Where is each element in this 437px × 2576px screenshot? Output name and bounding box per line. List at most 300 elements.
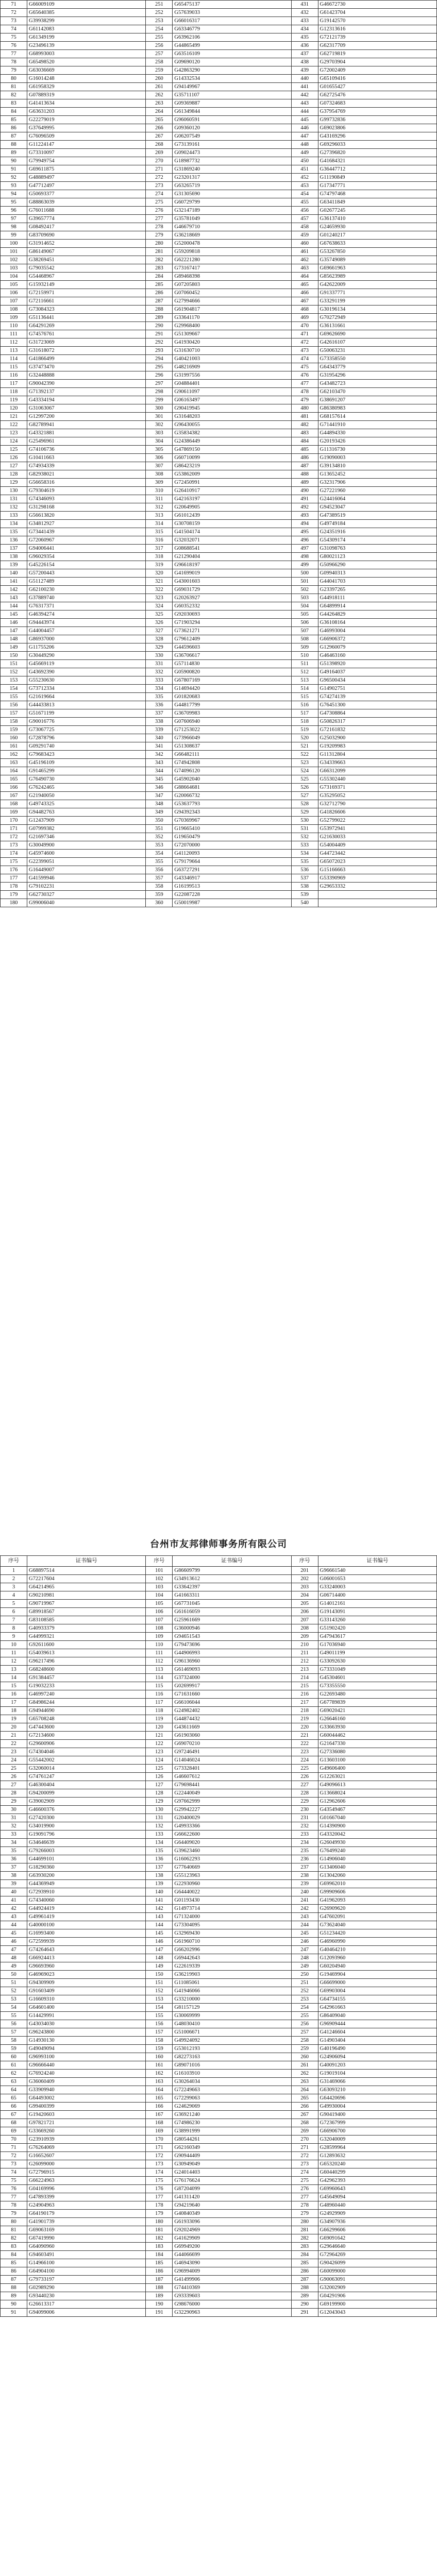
certificate-number-cell: G27396820 — [318, 149, 436, 157]
seq-number-cell: 320 — [146, 569, 173, 578]
certificate-number-cell: G19091796 — [27, 1831, 146, 1839]
seq-number-cell: 115 — [146, 1682, 173, 1690]
certificate-number-cell: G96217496 — [27, 1657, 146, 1666]
certificate-number-cell: G33642397 — [173, 1583, 291, 1591]
seq-number-cell: 85 — [1, 116, 27, 124]
seq-number-cell: 179 — [146, 2210, 173, 2218]
seq-number-cell: 467 — [291, 297, 318, 306]
table-row — [1, 660, 437, 668]
seq-number-cell: 512 — [291, 668, 318, 676]
seq-number-cell: 325 — [146, 611, 173, 619]
table-row — [1, 207, 437, 215]
certificate-number-cell: G66224963 — [27, 2177, 146, 2185]
table-row — [1, 2061, 437, 2070]
certificate-number-cell: G92024969 — [173, 2226, 291, 2234]
seq-number-cell: 360 — [146, 899, 173, 907]
seq-number-cell: 289 — [291, 2292, 318, 2300]
certificate-number-cell: G32002909 — [318, 2284, 436, 2292]
seq-number-cell: 24 — [1, 1756, 27, 1765]
certificate-number-cell: G67419990 — [27, 2234, 146, 2243]
certificate-number-cell: G72217604 — [27, 1575, 146, 1583]
certificate-number-cell: G40196490 — [318, 2045, 436, 2053]
certificate-number-cell: G36921240 — [173, 2111, 291, 2119]
seq-number-cell: 317 — [146, 545, 173, 553]
certificate-number-cell: G72070000 — [173, 841, 291, 850]
seq-number-cell: 463 — [291, 264, 318, 273]
table-row — [1, 66, 437, 75]
certificate-number-cell: G49049094 — [27, 2045, 146, 2053]
seq-number-cell: 206 — [291, 1608, 318, 1616]
table-row — [1, 1806, 437, 1814]
seq-number-cell: 107 — [146, 1616, 173, 1624]
certificate-number-cell: G61142083 — [27, 25, 146, 33]
seq-number-cell: 441 — [291, 83, 318, 91]
seq-number-cell: 46 — [1, 1938, 27, 1946]
seq-number-cell: 532 — [291, 833, 318, 841]
certificate-number-cell: G62103470 — [318, 388, 436, 396]
certificate-number-cell: G46463160 — [318, 652, 436, 660]
seq-number-cell: 217 — [291, 1699, 318, 1707]
table-row — [1, 470, 437, 479]
seq-number-cell: 186 — [146, 2267, 173, 2276]
seq-number-cell: 288 — [291, 2284, 318, 2292]
certificate-number-cell: G64291269 — [27, 322, 146, 330]
certificate-number-cell: G69091642 — [318, 2234, 436, 2243]
certificate-number-cell: G10411663 — [27, 454, 146, 462]
table-row — [1, 594, 437, 602]
seq-number-cell: 505 — [291, 611, 318, 619]
seq-number-cell: 123 — [146, 1748, 173, 1756]
seq-number-cell: 134 — [146, 1839, 173, 1847]
certificate-number-cell: G97821721 — [27, 2119, 146, 2127]
seq-number-cell: 359 — [146, 891, 173, 899]
certificate-table-body-1 — [1, 1, 437, 907]
seq-number-cell: 91 — [1, 2309, 27, 2317]
certificate-number-cell: G28599964 — [318, 2144, 436, 2152]
table-row — [1, 1682, 437, 1690]
seq-number-cell: 229 — [291, 1798, 318, 1806]
certificate-number-cell: G51398920 — [318, 660, 436, 668]
certificate-number-cell: G49096613 — [318, 1781, 436, 1789]
table-row — [1, 1814, 437, 1822]
certificate-number-cell: G20649905 — [173, 503, 291, 512]
seq-number-cell: 513 — [291, 676, 318, 685]
certificate-number-cell: G49933366 — [173, 1822, 291, 1831]
certificate-number-cell: G64090960 — [27, 2243, 146, 2251]
certificate-number-cell: G63727291 — [173, 866, 291, 874]
seq-number-cell: 26 — [1, 1773, 27, 1781]
table-row — [1, 668, 437, 676]
seq-number-cell: 285 — [146, 281, 173, 289]
certificate-number-cell: G32040009 — [318, 2136, 436, 2144]
seq-number-cell: 346 — [146, 784, 173, 792]
table-row — [1, 1822, 437, 1831]
table-row — [1, 1880, 437, 1888]
seq-number-cell: 107 — [1, 297, 27, 306]
certificate-number-cell: G73067725 — [27, 726, 146, 734]
table-row — [1, 421, 437, 429]
table-row — [1, 1567, 437, 1575]
seq-number-cell: 68 — [1, 2119, 27, 2127]
seq-number-cell: 231 — [291, 1814, 318, 1822]
seq-number-cell: 439 — [291, 66, 318, 75]
certificate-number-cell: G94482763 — [27, 808, 146, 817]
table-row — [1, 1987, 437, 1995]
certificate-number-cell: G20193426 — [318, 437, 436, 446]
seq-number-cell: 143 — [1, 594, 27, 602]
certificate-number-cell: G49164037 — [318, 668, 436, 676]
table-row — [1, 42, 437, 50]
seq-number-cell: 464 — [291, 273, 318, 281]
seq-number-cell: 56 — [1, 2020, 27, 2028]
seq-number-cell: 168 — [146, 2119, 173, 2127]
seq-number-cell: 145 — [146, 1929, 173, 1938]
seq-number-cell: 273 — [146, 182, 173, 190]
certificate-number-cell: G53267850 — [318, 248, 436, 256]
certificate-number-cell: G13652452 — [318, 470, 436, 479]
seq-number-cell: 88 — [1, 2284, 27, 2292]
seq-number-cell: 42 — [1, 1905, 27, 1913]
certificate-number-cell: G11755206 — [27, 643, 146, 652]
certificate-number-cell: G49930004 — [318, 2103, 436, 2111]
roster-table-section-2 — [0, 1533, 437, 2317]
certificate-number-cell: G66009109 — [27, 1, 146, 9]
certificate-number-cell: G33291199 — [318, 297, 436, 306]
table-row — [1, 462, 437, 470]
certificate-number-cell: G29703904 — [318, 58, 436, 66]
seq-number-cell: 456 — [291, 207, 318, 215]
certificate-number-cell: G45669119 — [27, 660, 146, 668]
table-row — [1, 503, 437, 512]
certificate-number-cell: G60729799 — [173, 198, 291, 207]
seq-number-cell: 159 — [1, 726, 27, 734]
certificate-number-cell: G79683423 — [27, 751, 146, 759]
seq-number-cell: 121 — [1, 413, 27, 421]
table-row — [1, 306, 437, 314]
seq-number-cell: 282 — [291, 2234, 318, 2243]
seq-number-cell: 502 — [291, 586, 318, 594]
seq-number-cell: 140 — [146, 1888, 173, 1896]
seq-number-cell: 473 — [291, 347, 318, 355]
seq-number-cell: 80 — [1, 2218, 27, 2226]
seq-number-cell: 278 — [146, 223, 173, 231]
seq-number-cell: 452 — [291, 174, 318, 182]
seq-number-cell: 155 — [1, 693, 27, 701]
seq-number-cell: 180 — [1, 899, 27, 907]
certificate-number-cell: G20400029 — [173, 1814, 291, 1822]
certificate-number-cell: G76242465 — [27, 784, 146, 792]
certificate-number-cell: G64899914 — [318, 602, 436, 611]
seq-number-cell: 109 — [146, 1633, 173, 1641]
table-row — [1, 759, 437, 767]
certificate-number-cell: G80544261 — [173, 2136, 291, 2144]
seq-number-cell: 499 — [291, 561, 318, 569]
certificate-number-cell: G22399051 — [27, 858, 146, 866]
certificate-number-cell: G61904817 — [173, 306, 291, 314]
seq-number-cell: 130 — [146, 1806, 173, 1814]
certificate-number-cell: G96693960 — [27, 1962, 146, 1971]
seq-number-cell: 146 — [1, 619, 27, 627]
certificate-number-cell: G94443974 — [27, 619, 146, 627]
seq-number-cell: 504 — [291, 602, 318, 611]
certificate-number-cell: G38991999 — [173, 2127, 291, 2136]
seq-number-cell: 277 — [146, 215, 173, 223]
certificate-number-cell: G16199513 — [173, 883, 291, 891]
seq-number-cell: 280 — [291, 2218, 318, 2226]
seq-number-cell: 165 — [146, 2094, 173, 2103]
seq-number-cell: 347 — [146, 792, 173, 800]
certificate-number-cell: G49924092 — [173, 2037, 291, 2045]
certificate-number-cell: G76264069 — [27, 2144, 146, 2152]
seq-number-cell: 275 — [146, 198, 173, 207]
seq-number-cell: 223 — [291, 1748, 318, 1756]
certificate-number-cell: G73966049 — [173, 734, 291, 742]
seq-number-cell: 491 — [291, 495, 318, 503]
certificate-number-cell: G69611875 — [27, 165, 146, 174]
certificate-number-cell: G48216909 — [173, 363, 291, 371]
seq-number-cell: 285 — [291, 2259, 318, 2267]
certificate-number-cell: G15166663 — [318, 866, 436, 874]
table-row — [1, 1781, 437, 1789]
certificate-number-cell: G79304619 — [27, 487, 146, 495]
certificate-number-cell: G25496961 — [27, 437, 146, 446]
table-row — [1, 619, 437, 627]
seq-number-cell: 521 — [291, 742, 318, 751]
seq-number-cell: 264 — [146, 108, 173, 116]
table-row — [1, 1979, 437, 1987]
seq-number-cell: 212 — [291, 1657, 318, 1666]
certificate-number-cell: G69903004 — [318, 1987, 436, 1995]
certificate-number-cell: G64601400 — [27, 2004, 146, 2012]
certificate-number-cell: G20263927 — [173, 594, 291, 602]
seq-number-cell: 151 — [146, 1979, 173, 1987]
seq-number-cell: 282 — [146, 256, 173, 264]
seq-number-cell: 6 — [1, 1608, 27, 1616]
seq-number-cell: 252 — [291, 1987, 318, 1995]
certificate-number-cell: G63516109 — [173, 50, 291, 58]
seq-number-cell: 243 — [291, 1913, 318, 1921]
seq-number-cell: 251 — [146, 1, 173, 9]
seq-number-cell: 166 — [1, 784, 27, 792]
certificate-number-cell: G05900820 — [173, 668, 291, 676]
certificate-number-cell: G65498520 — [27, 58, 146, 66]
seq-number-cell: 189 — [146, 2292, 173, 2300]
certificate-number-cell: G44041703 — [318, 578, 436, 586]
certificate-number-cell: G44723442 — [318, 850, 436, 858]
certificate-number-cell: G69199900 — [318, 2300, 436, 2309]
certificate-number-cell: G38269451 — [27, 256, 146, 264]
seq-number-cell: 301 — [146, 413, 173, 421]
seq-number-cell: 511 — [291, 660, 318, 668]
seq-number-cell: 108 — [146, 1624, 173, 1633]
certificate-number-cell: G91384457 — [27, 1674, 146, 1682]
certificate-number-cell: G32448888 — [27, 371, 146, 380]
table-row — [1, 91, 437, 99]
certificate-number-cell: G51308637 — [173, 742, 291, 751]
table-row — [1, 2136, 437, 2144]
seq-number-cell: 255 — [291, 2012, 318, 2020]
certificate-number-cell: G90419945 — [173, 404, 291, 413]
certificate-number-cell: G96136960 — [173, 1657, 291, 1666]
seq-number-cell: 141 — [1, 578, 27, 586]
seq-number-cell: 34 — [1, 1839, 27, 1847]
certificate-number-cell: G53390969 — [318, 874, 436, 883]
seq-number-cell: 276 — [146, 207, 173, 215]
table-row — [1, 116, 437, 124]
certificate-number-cell: G36706617 — [173, 652, 291, 660]
seq-number-cell: 267 — [291, 2111, 318, 2119]
certificate-number-cell: G32969430 — [173, 1929, 291, 1938]
certificate-number-cell: G43321881 — [27, 429, 146, 437]
seq-number-cell: 258 — [146, 58, 173, 66]
certificate-number-cell: G90426099 — [318, 2259, 436, 2267]
seq-number-cell: 136 — [1, 536, 27, 545]
seq-number-cell: 137 — [146, 1863, 173, 1872]
certificate-number-cell: G32712790 — [318, 800, 436, 808]
certificate-number-cell: G07205803 — [173, 281, 291, 289]
seq-number-cell: 352 — [146, 833, 173, 841]
seq-number-cell: 296 — [146, 371, 173, 380]
seq-number-cell: 432 — [291, 9, 318, 17]
certificate-number-cell: G53637793 — [173, 800, 291, 808]
seq-number-cell: 251 — [291, 1979, 318, 1987]
certificate-number-cell: G90944409 — [173, 2152, 291, 2160]
certificate-number-cell: G22619339 — [173, 1962, 291, 1971]
certificate-number-cell: G90419400 — [318, 2111, 436, 2119]
seq-number-cell: 442 — [291, 91, 318, 99]
seq-number-cell: 167 — [146, 2111, 173, 2119]
certificate-number-cell: G36131661 — [318, 322, 436, 330]
seq-number-cell: 355 — [146, 858, 173, 866]
seq-number-cell: 528 — [291, 800, 318, 808]
seq-number-cell: 78 — [1, 58, 27, 66]
table-row — [1, 297, 437, 306]
certificate-number-cell: G41120093 — [173, 850, 291, 858]
seq-number-cell: 470 — [291, 322, 318, 330]
roster-table-section-1 — [0, 0, 437, 907]
seq-number-cell: 108 — [1, 306, 27, 314]
seq-number-cell: 280 — [146, 240, 173, 248]
seq-number-cell: 125 — [1, 446, 27, 454]
certificate-number-cell: G46300404 — [27, 1781, 146, 1789]
certificate-number-cell: G41629909 — [173, 2234, 291, 2243]
certificate-number-cell: G34646639 — [27, 1839, 146, 1847]
seq-number-cell: 265 — [291, 2094, 318, 2103]
certificate-number-cell: G66924413 — [27, 1954, 146, 1962]
seq-number-cell: 356 — [146, 866, 173, 874]
seq-number-cell: 10 — [1, 1641, 27, 1649]
table-row — [1, 718, 437, 726]
seq-number-cell: 92 — [1, 174, 27, 182]
seq-number-cell: 431 — [291, 1, 318, 9]
certificate-number-cell: G62221280 — [173, 256, 291, 264]
seq-number-cell: 61 — [1, 2061, 27, 2070]
seq-number-cell: 175 — [146, 2177, 173, 2185]
table-row — [1, 256, 437, 264]
seq-number-cell: 102 — [1, 256, 27, 264]
seq-number-cell: 535 — [291, 858, 318, 866]
certificate-number-cell: G40933379 — [27, 1624, 146, 1633]
certificate-number-cell: G66312099 — [318, 767, 436, 775]
certificate-number-cell: G63265719 — [173, 182, 291, 190]
seq-number-cell: 12 — [1, 1657, 27, 1666]
certificate-number-cell: G70272949 — [318, 314, 436, 322]
certificate-number-cell: G91465299 — [27, 767, 146, 775]
certificate-number-cell: G94603491 — [27, 2251, 146, 2259]
seq-number-cell: 161 — [146, 2061, 173, 2070]
seq-number-cell: 540 — [291, 899, 318, 907]
seq-number-cell: 437 — [291, 50, 318, 58]
seq-number-cell: 227 — [291, 1781, 318, 1789]
table-row — [1, 2193, 437, 2201]
seq-number-cell: 472 — [291, 338, 318, 347]
seq-number-cell: 299 — [146, 396, 173, 404]
certificate-number-cell: G22279019 — [27, 116, 146, 124]
seq-number-cell: 147 — [146, 1946, 173, 1954]
table-row — [1, 1690, 437, 1699]
seq-number-cell: 469 — [291, 314, 318, 322]
seq-number-cell: 516 — [291, 701, 318, 709]
seq-number-cell: 334 — [146, 685, 173, 693]
certificate-number-cell: G37889740 — [27, 594, 146, 602]
seq-number-cell: 274 — [291, 2168, 318, 2177]
seq-number-cell: 73 — [1, 17, 27, 25]
certificate-number-cell: G77640669 — [173, 1863, 291, 1872]
certificate-number-cell: G30069999 — [173, 2012, 291, 2020]
table-row — [1, 751, 437, 759]
seq-number-cell: 524 — [291, 767, 318, 775]
certificate-number-cell: G19143091 — [318, 1608, 436, 1616]
seq-number-cell: 173 — [146, 2160, 173, 2168]
table-row — [1, 676, 437, 685]
certificate-number-cell: G47443600 — [27, 1723, 146, 1732]
table-row — [1, 33, 437, 42]
certificate-number-cell: G40840349 — [173, 2210, 291, 2218]
table-row — [1, 726, 437, 734]
seq-number-cell: 181 — [146, 2226, 173, 2234]
certificate-number-cell: G38691207 — [318, 396, 436, 404]
certificate-number-cell: G35295052 — [318, 792, 436, 800]
certificate-number-cell: G91337771 — [318, 289, 436, 297]
certificate-number-cell: G27994666 — [173, 297, 291, 306]
certificate-number-cell: G19665410 — [173, 825, 291, 833]
seq-number-cell: 121 — [146, 1732, 173, 1740]
seq-number-cell: 337 — [146, 709, 173, 718]
table-row — [1, 1666, 437, 1674]
table-row — [1, 2234, 437, 2243]
certificate-number-cell: G47712497 — [27, 182, 146, 190]
seq-number-cell: 139 — [1, 561, 27, 569]
certificate-number-cell: G62730327 — [27, 891, 146, 899]
certificate-number-cell: G19209983 — [318, 742, 436, 751]
seq-number-cell: 58 — [1, 2037, 27, 2045]
seq-number-cell: 33 — [1, 1831, 27, 1839]
seq-number-cell: 169 — [146, 2127, 173, 2136]
seq-number-cell: 8 — [1, 1624, 27, 1633]
certificate-number-cell: G22693480 — [318, 1690, 436, 1699]
certificate-number-cell: G35749089 — [318, 256, 436, 264]
table-row — [1, 83, 437, 91]
certificate-number-cell: G33240003 — [318, 1583, 436, 1591]
certificate-number-cell: G14966100 — [27, 2259, 146, 2267]
seq-number-cell: 465 — [291, 281, 318, 289]
seq-number-cell: 81 — [1, 83, 27, 91]
certificate-number-cell: G32147189 — [173, 207, 291, 215]
seq-number-cell: 150 — [146, 1971, 173, 1979]
certificate-number-cell: G73328401 — [173, 1765, 291, 1773]
seq-number-cell: 462 — [291, 256, 318, 264]
seq-number-cell: 149 — [1, 643, 27, 652]
